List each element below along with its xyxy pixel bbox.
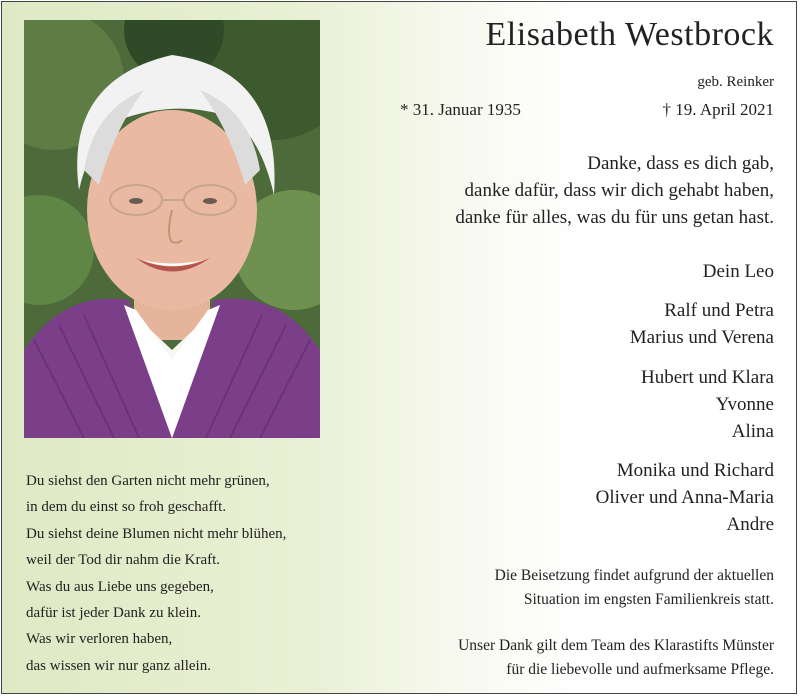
birth-date: * 31. Januar 1935 — [400, 100, 521, 119]
birth-name: geb. Reinker — [697, 74, 774, 90]
mourner-group — [641, 364, 774, 445]
mourner-name: Monika und Richard — [616, 460, 774, 481]
mourner-group — [596, 457, 774, 538]
poem-line: weil der Tod dir nahm die Kraft. — [26, 552, 221, 569]
notice-line: Die Beisetzung findet aufgrund der aktuellen — [494, 567, 774, 584]
mourner-group — [630, 297, 774, 351]
mourner-name: Dein Leo — [702, 261, 774, 282]
thanks-line: danke dafür, dass wir dich gehabt haben, — [464, 180, 774, 201]
obituary-card — [1, 1, 797, 694]
poem-line: das wissen wir nur ganz allein. — [26, 657, 211, 674]
death-date: † 19. April 2021 — [662, 100, 774, 119]
mourner-spouse — [703, 258, 774, 285]
mourner-name: Alina — [731, 421, 774, 442]
thanks-verse — [455, 150, 774, 231]
poem-line: Du siehst deine Blumen nicht mehr blühen, — [26, 525, 287, 542]
mourner-name: Yvonne — [715, 394, 774, 415]
mourner-name: Marius und Verena — [629, 327, 774, 348]
mourner-name: Oliver und Anna-Maria — [595, 487, 774, 508]
poem-line: Was wir verloren haben, — [26, 631, 173, 648]
deceased-name: Elisabeth Westbrock — [485, 16, 774, 53]
poem-line: Was du aus Liebe uns gegeben, — [26, 578, 214, 595]
mourner-name: Ralf und Petra — [664, 300, 774, 321]
mourner-name: Andre — [726, 514, 774, 535]
poem-line: Du siehst den Garten nicht mehr grünen, — [26, 473, 270, 489]
portrait-photo — [24, 20, 320, 438]
life-dates — [400, 100, 774, 120]
mourner-name: Hubert und Klara — [641, 367, 774, 388]
poem-line: in dem du einst so froh geschafft. — [26, 499, 227, 516]
thanks-line: danke für alles, was du für uns getan hast. — [455, 207, 774, 228]
burial-notice — [495, 564, 774, 612]
notice-line: Situation im engsten Familienkreis statt. — [523, 591, 774, 608]
thanks-line: Danke, dass es dich gab, — [587, 153, 774, 174]
gratitude-notice — [458, 634, 774, 682]
poem-line: dafür ist jeder Dank zu klein. — [26, 605, 201, 622]
memorial-poem — [26, 468, 356, 679]
notice-line: für die liebevolle und aufmerksame Pflege. — [506, 661, 774, 678]
notice-line: Unser Dank gilt dem Team des Klarastifts Münster — [458, 637, 774, 654]
